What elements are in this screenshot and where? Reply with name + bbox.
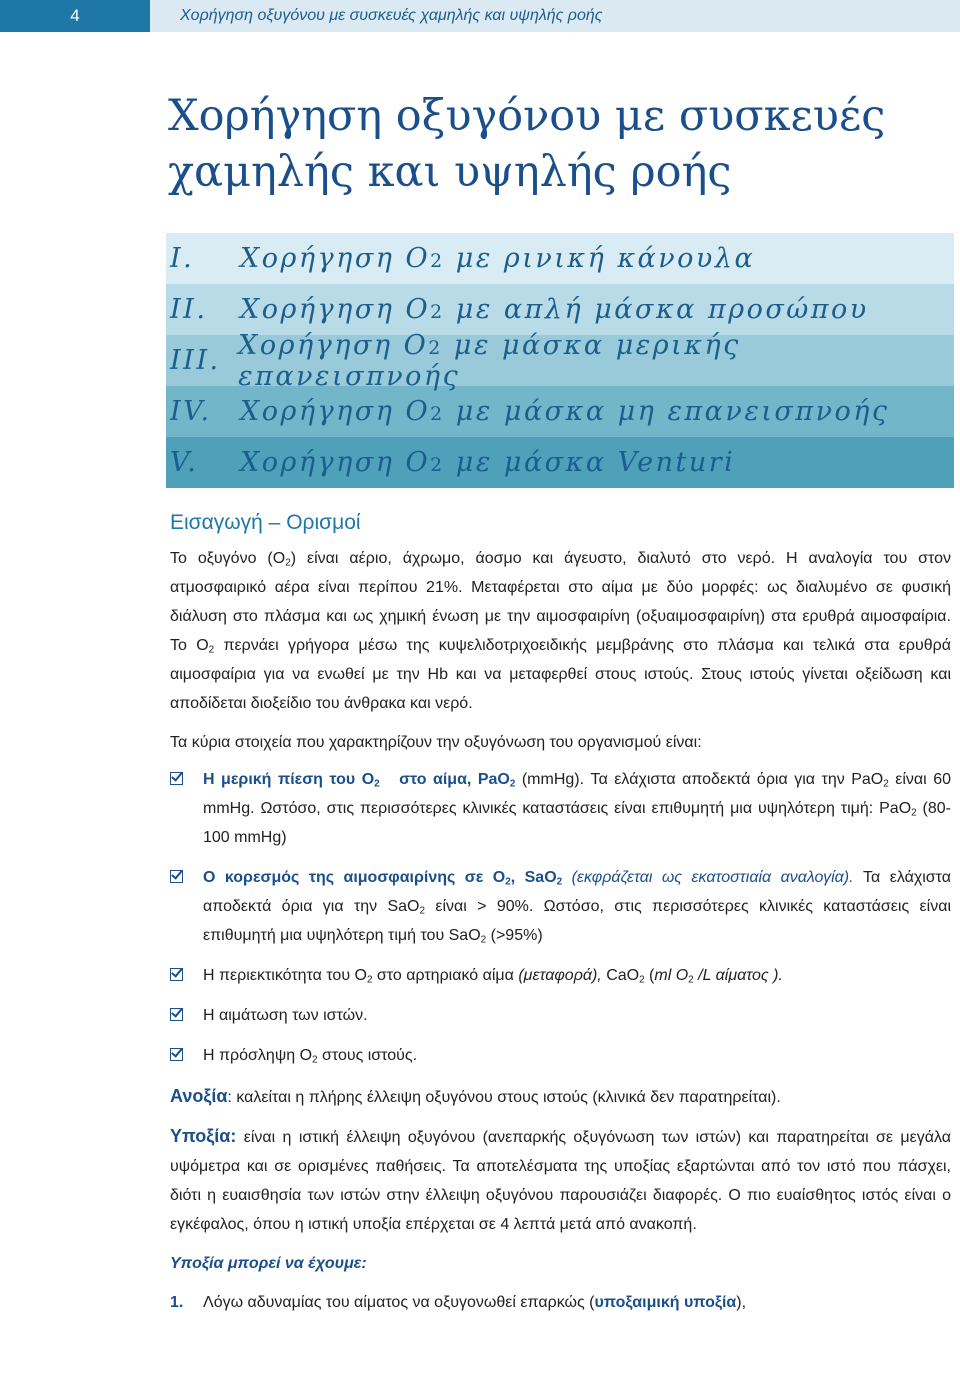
toc-item-2[interactable] [166, 284, 954, 335]
checkbox-icon [170, 1048, 183, 1061]
checkbox-icon [170, 968, 183, 981]
running-title: Χορήγηση οξυγόνου με συσκευές χαμηλής και υψηλής ροής [150, 0, 960, 32]
toc-item-label: Χορήγηση O2 με απλή μάσκα προσώπου [240, 294, 869, 325]
oxygenation-checklist [170, 765, 951, 1070]
list-item: Η μερική πίεση του $O_2$ στο αίμα, PaO$_2$ (mmHg). Τα ελάχιστα αποδεκτά όρια για την PaO$_2$ είναι 60 mmHg. Ωστόσο, στις περισσότερες κλινικές καταστάσεις είναι επιθυμητή μια υψηλότερη τιμή: PaO$_2$ (80-100 mmHg) [170, 765, 951, 852]
toc-item-5[interactable] [166, 437, 954, 488]
hypoxia-subheading: Υποξία μπορεί να έχουμε: [170, 1255, 367, 1272]
toc-item-number: V. [170, 447, 199, 478]
toc-item-number: II. [170, 294, 208, 325]
toc-item-label: Χορήγηση O2 με ρινική κάνουλα [240, 243, 756, 274]
toc-item-number: IV. [170, 396, 212, 427]
main-content [170, 508, 951, 1317]
toc-item-4[interactable] [166, 386, 954, 437]
checkbox-icon [170, 772, 183, 785]
toc-item-number: I. [170, 243, 195, 274]
title-line-1: Χορήγηση οξυγόνου με συσκευές [168, 91, 886, 141]
elements-intro: Τα κύρια στοιχεία που χαρακτηρίζουν την οξυγόνωση του οργανισμού είναι: [170, 734, 702, 751]
list-item: Η πρόσληψη $O_2$ στους ιστούς. [170, 1041, 951, 1070]
contents-list [166, 233, 954, 488]
page-number: 4 [0, 0, 150, 32]
running-header [0, 0, 960, 32]
list-item: Η περιεκτικότητα του $O_2$ στο αρτηριακό αίμα (μεταφορά), CaO$_2$ (ml $O_2$ /L αίματος ). [170, 961, 951, 990]
list-item: Ο κορεσμός της αιμοσφαιρίνης σε $O_2$, SaO$_2$ (εκφράζεται ως εκατοστιαία αναλογία). Τα ελάχιστα αποδεκτά όρια για την SaO$_2$ είναι > 90%. Ωστόσο, στις περισσότερες κλινικές καταστάσεις είναι επιθυμητή μια υψηλότερη τιμή του SaO$_2$ (>95%) [170, 863, 951, 950]
section-heading: Εισαγωγή – Ορισμοί [170, 511, 361, 534]
checkbox-icon [170, 870, 183, 883]
toc-item-label: Χορήγηση O2 με μάσκα μερικής επανεισπνοής [238, 329, 741, 392]
toc-item-label: Χορήγηση O2 με μάσκα μη επανεισπνοής [240, 396, 890, 427]
toc-item-1[interactable] [166, 233, 954, 284]
toc-item-label: Χορήγηση O2 με μάσκα Venturi [240, 447, 736, 478]
toc-item-3[interactable] [166, 329, 954, 392]
list-item: 1. Λόγω αδυναμίας του αίματος να οξυγονωθεί επαρκώς (υποξαιμική υποξία), [170, 1294, 747, 1311]
checkbox-icon [170, 1008, 183, 1021]
hypoxia-definition: Υποξία: είναι η ιστική έλλειψη οξυγόνου (ανεπαρκής οξυγόνωση των ιστών) και παρατηρείται σε μεγάλα υψόμετρα και σε ορισμένες παθήσεις. Τα αποτελέσματα της υποξίας εξαρτώνται από τον ιστό που πάσχει, διότι η ευαισθησία των ιστών στην έλλειψη οξυγόνου παρουσιάζει διαφορές. Ο πιο ευαίσθητος ιστός είναι ο εγκέφαλος, όπου η ιστική υποξία επέρχεται σε 4 λεπτά μετά από ανακοπή. [170, 1126, 951, 1233]
toc-item-number: III. [170, 345, 221, 376]
document-title [168, 88, 928, 200]
list-item: Η αιμάτωση των ιστών. [170, 1001, 951, 1030]
anoxia-definition: Ανοξία: καλείται η πλήρης έλλειψη οξυγόνου στους ιστούς (κλινικά δεν παρατηρείται). [170, 1086, 781, 1106]
intro-paragraph: Το οξυγόνο $(O_2)$ είναι αέριο, άχρωμο, άοσμο και άγευστο, διαλυτό στο νερό. Η αναλογία του στον ατμοσφαιρικό αέρα είναι περίπου 21%. Μεταφέρεται στο αίμα με δύο μορφές: ως διαλυμένο σε φυσική διάλυση στο πλάσμα και ως χημική ένωση με την αιμοσφαιρίνη (οξυαιμοσφαιρίνη) στα ερυθρά αιμοσφαίρια. Το $O_2$ περνάει γρήγορα μέσω της κυψελιδοτριχοειδικής μεμβράνης στο πλάσμα και τελικά στα ερυθρά αιμοσφαίρια για να ενωθεί με την Hb και να μεταφερθεί στους ιστούς. Στους ιστούς γίνεται οξείδωση και αποδίδεται διοξείδιο του άνθρακα και νερό. [170, 550, 952, 712]
title-line-2: χαμηλής και υψηλής ροής [168, 147, 732, 197]
